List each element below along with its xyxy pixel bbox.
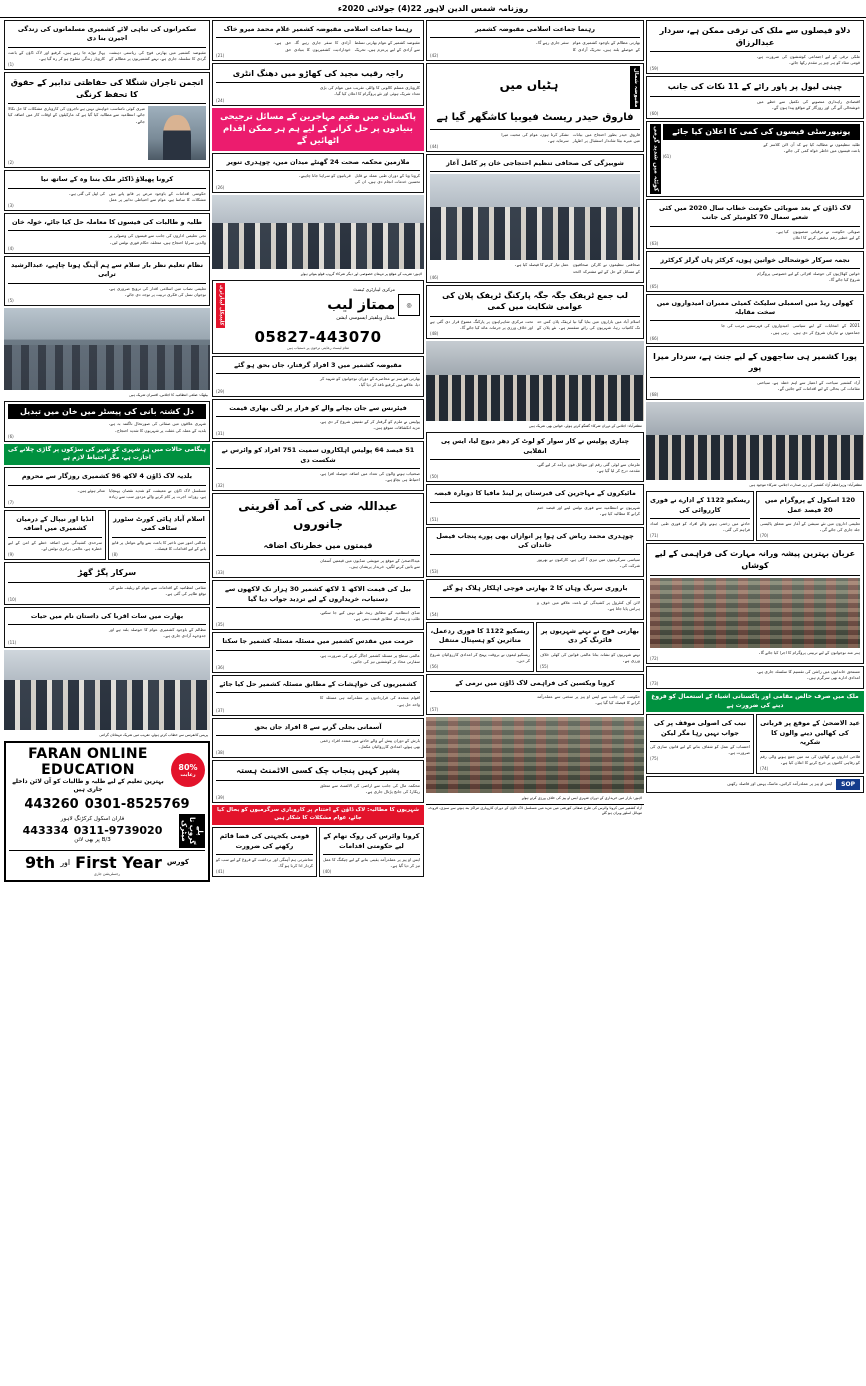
ad-note: تمام ٹیسٹ رعایتی نرخوں پر دستیاب ہیں [287, 345, 349, 350]
headline: نظام تعلیم نظر بار سلام سے ہم آہنگ ہونا چاہیے، عبدالرشید ترابی [8, 259, 206, 284]
body: اقوام متحدہ کی قراردادوں پر عملدرآمد ہی مسئلہ کا واحد حل ہے۔ [320, 695, 420, 707]
article-c2-5 [212, 399, 424, 440]
article-c4-11 [646, 666, 864, 689]
headline: کشمیریوں کی خواہشات کے مطابق مسئلہ کشمیر حل کیا جائے [216, 678, 420, 693]
article-c2-3 [212, 153, 424, 194]
photo-market [650, 578, 860, 648]
ref: (5) [8, 297, 14, 303]
article-c3-5 [426, 432, 644, 482]
ad-name: ممتاز لیب [327, 296, 395, 313]
headline: کھولی ریڈ میں اسمبلی سلیکٹ کمیٹی ممبران امیدواروں میں سخت مقابلہ [650, 297, 860, 322]
ad-urdu-line: بہترین تعلیم کے لیے طلبہ و طالبات کو آن لائن داخلے جاری ہیں [12, 777, 164, 794]
headline: چینی لیول پر پاور رائے کے 11 نکات کی جانب [650, 79, 860, 97]
headline: چنارى پولیس نے کار سوار کو لوٹ کر دھر دبوچ لیا، ایس پی انقلابی [430, 435, 640, 460]
photo-delegation [212, 195, 424, 269]
ref: (36) [216, 664, 225, 670]
ad-side-label: کلینیکل لیبارٹری [216, 283, 225, 327]
ref: (65) [650, 283, 659, 289]
headline: ملازمین محکمہ صحت 24 گھنٹے میدان میں، چوہدری تنویر [216, 156, 420, 171]
headline: دل کشتہ بانی کی پیسٹر میں خان میں تبدیل [8, 404, 206, 420]
article-c4-6 [646, 294, 864, 344]
ref: (44) [430, 143, 439, 149]
body: عالمی سطح پر مسئلہ کشمیر اجاگر کرنے کی ضرورت ہے، سفارتی محاذ پر کوششیں تیز کی جائیں۔ [320, 652, 420, 664]
headline: انڈیا اور نیپال کے درمیان کشمیری میں اضافہ [8, 513, 102, 538]
advert-faran-online-education[interactable] [4, 741, 210, 883]
body: بارش کے دوران پیش آنے والے حادثے میں متعدد افراد زخمی بھی ہوئے، امدادی کارروائیاں مکمل۔ [320, 738, 420, 750]
headline: بیل کی قیمت الاکھ 1 لاکھ کشمیر 30 ہزار تک لاکھوں سے دستیاب، خریداروں کے لیے تردید جواب دیا گیا [216, 583, 420, 608]
body: صحافتی تنظیموں نے کارکن صحافیوں کے مسائل کے حل کے لیے مشترکہ لائحہ عمل تیار کرنے کا فیصلہ کیا ہے۔ [514, 262, 640, 274]
photo-meeting [646, 402, 864, 480]
ref: (63) [650, 240, 659, 246]
headline: شوبیزگی کی صحافی تنظیم احتجاجی خان پر کامل آغاز [430, 157, 640, 172]
ref: (50) [430, 474, 439, 480]
ref: (37) [216, 707, 225, 713]
headline: ریسکیو 1122 کے ادارے نے فوری کارروائی کی [650, 494, 750, 519]
headline: آسمانی بجلی گرنے سے 8 افراد جاں بحق [216, 721, 420, 736]
ad-ninth: 9th [25, 852, 56, 872]
article-c3-10 [426, 622, 534, 672]
body: کاروباری مسلم کالونی کا والٹر، تقریب میں عوام کی بڑی تعداد شریک ہوئی اور نئے پروگرام کا اعلان کیا گیا۔ [320, 85, 420, 97]
ref: (29) [216, 388, 225, 394]
body: میری کوئی نامناسب خواہش نہیں ہے تاجروں کی کاروباری مشکلات کا حل نکالا جائے، انتظامیہ سے مطالبہ کیا گیا ہے کہ مارکیٹوں کے اوقات کار میں اضافہ کیا جائے۔ [8, 106, 145, 124]
ad-phone-3[interactable]: 0311-9739020 [73, 824, 163, 838]
photo-conference [426, 341, 644, 421]
body: منڈی انتظامیہ کے مطابق ریٹ طے نہیں کیے جا سکتے، طلب و رسد کے مطابق قیمت بنتی ہے۔ [320, 609, 420, 622]
ref: (39) [216, 795, 225, 801]
body: بھارتی فورسز نے محاصرے کے دوران نوجوانوں کو شہید کر دیا، علاقے میں کرفیو نافذ کر دیا گیا۔ [320, 376, 420, 388]
body: ملزمان سے لوٹی گئی رقم اور موبائل فون برآمد کر لیے گئے، مقدمہ درج کر لیا گیا ہے۔ [537, 461, 640, 474]
body: ریسکیو ٹیموں نے بروقت پہنچ کر امدادی کارروائیاں شروع کر دیں۔ [430, 651, 530, 663]
body: مسلسل لاک ڈاؤن نے معیشت کو شدید نقصان پہنچایا ہے، روزانہ اجرت پر کام کرنے والے مزدور سب سے زیادہ متاثر ہوئے ہیں۔ [77, 487, 206, 499]
headline: طلبہ و طالبات کی فیسوں کا معاملہ حل کیا جائے، خولہ خان [8, 216, 206, 231]
column-3 [426, 20, 644, 1384]
body: احتساب کے عمل کو شفاف بنانے کے لیے قانون سازی کی ضرورت ہے۔ [650, 744, 750, 756]
ref: (56) [430, 663, 439, 669]
headline: کرونا پھیلاؤ ڈاکٹر ملک بننا وہ کے ساتھ نیا [8, 173, 206, 188]
headline: پشپر کہیں پنجاب چک کسی الاٹمنٹ ہستہ [216, 763, 420, 781]
page-grid [0, 18, 866, 1386]
photo-caption: پریس کانفرنس سے خطاب کرتے ہوئے، تقریب میں شریک مہمانان گرامی [99, 732, 208, 737]
ref: (68) [650, 392, 659, 398]
ref: (51) [430, 516, 439, 522]
body: شہریوں نے انتظامیہ سے فوری نوٹس لینے اور قبضہ ختم کرانے کا مطالبہ کیا ہے۔ [537, 504, 640, 516]
body: نجی تعلیمی اداروں کی جانب سے فیسوں کی وصولی پر والدین سراپا احتجاج ہیں، متعلقہ حکام فوری نوٹس لیں۔ [109, 233, 206, 245]
ad-phone[interactable]: 05827-443070 [254, 327, 382, 346]
article-c4-5 [646, 251, 864, 292]
headline: نیب کی اصولی موقف پر کی جواب نہیں رہا مگر لیکن [650, 717, 750, 742]
article-c2-7-lead [212, 493, 424, 578]
article-c3-2-lead [426, 63, 644, 152]
ref: (60) [650, 111, 659, 117]
ref: (42) [430, 52, 439, 58]
body: ہنر مند نوجوانوں کے لیے تربیتی پروگرام کا اجرا کیا جائے گا۔ [758, 649, 860, 655]
photo-bazaar [426, 717, 644, 793]
discount-percent: 80% [178, 762, 198, 772]
ref: (40) [323, 869, 332, 875]
body: محکمہ مال کی جانب سے اراضی کی الاٹمنٹ سے متعلق ریکارڈ کی جانچ پڑتال جاری ہے۔ [320, 782, 420, 795]
ref: (73) [650, 680, 659, 686]
section-label: کوئٹہ میں شدید گرمی [650, 124, 661, 193]
pink-highlight-strip: پاکستان میں مقیم مہاجرین کے مسائل ترجیحی بنیادوں پر حل کرانے کے لیے ہم ہر ممکن اقدام اٹھائیں گے [212, 108, 424, 151]
article-c3-6 [426, 484, 644, 525]
photo-panel [4, 650, 210, 730]
body: سیاسی سرگرمیوں میں تیزی آ گئی ہے، کارکنوں نے بھرپور شرکت کی۔ [537, 556, 640, 568]
ref: (61) [662, 154, 671, 160]
body: خواتین کھلاڑیوں کی حوصلہ افزائی کے لیے خصوصی پروگرام شروع کیا جائے گا۔ [757, 271, 860, 283]
body: معاشرتی ہم آہنگی اور برداشت کے فروغ کے لیے سب کو کردار ادا کرنا ہو گا۔ [216, 857, 313, 869]
article-c1-3 [4, 170, 210, 211]
article-c3-11 [426, 674, 644, 715]
subheadline: قیمتوں میں خطرناک اضافہ [216, 538, 420, 556]
article-c2-9 [212, 632, 424, 673]
article-c1-1 [4, 20, 210, 70]
photo-caption: بیٹھک: ضلعی انتظامیہ کا اجلاس، افسران شریک ہیں [129, 392, 208, 397]
ref: (53) [430, 569, 439, 575]
ref: (48) [430, 331, 439, 337]
ad-phone-4[interactable]: 443334 [22, 824, 69, 838]
headline: رہنما جماعت اسلامی مقبوضہ کشمیر غلام محمد میرو خاک [216, 23, 420, 38]
article-c1-7 [4, 467, 210, 508]
article-c4-12 [756, 714, 864, 774]
ref: (7) [8, 499, 14, 505]
article-c3-8 [426, 579, 644, 620]
ref: (66) [650, 335, 659, 341]
lab-logo-icon: ◎ [398, 294, 420, 316]
headline: باروری سرنگ وہاں کا 2 بھارتی فوجی اہلکار ہلاک ہو گئے [430, 582, 640, 597]
body: صحتیاب ہونے والوں کی تعداد میں اضافہ حوصلہ افزا ہے، احتیاط ہی بچاؤ ہے۔ [320, 471, 420, 483]
article-c2-8 [212, 580, 424, 630]
body: مقبوضہ کشمیر میں بھارتی فوج کی ریاستی دہشت گردی کا سلسلہ جاری ہے، نہتے کشمیریوں پر مظالم کے پہاڑ توڑے جا رہے ہیں، کرفیو اور لاک ڈاؤن کے باعث کاروبار زندگی مفلوج ہو کر رہ گیا ہے۔ [8, 49, 206, 61]
body: کرونا وبا کے دوران طبی عملہ نے قابل تحسین خدمات انجام دی ہیں، ان کی قربانیوں کو سراہا جانا چاہیے۔ [298, 172, 420, 185]
body: سرحدی کشیدگی میں اضافہ خطے کے امن کے لیے خطرہ ہے، عالمی برادری نوٹس لے۔ [8, 539, 102, 551]
body: ایس او پیز پر عملدرآمد یقینی بنانے کے لیے چیکنگ کا عمل تیز کر دیا گیا ہے۔ [323, 857, 420, 869]
ad-phone-1[interactable]: 0301-8525769 [84, 796, 190, 812]
headline: بھارت میں سات اقربا کی داستان نام میں حیات [8, 610, 206, 625]
body: اقتصادی راہداری منصوبے کی تکمیل سے خطے میں خوشحالی آئے گی اور روزگار کے مواقع پیدا ہوں گے۔ [757, 99, 860, 111]
photo-group [430, 174, 640, 260]
ad-side-banner: پلے گروپ تا میٹرک [179, 814, 205, 848]
article-c2-13 [319, 827, 424, 877]
body: عدالتی امور میں تاخیر کا باعث بننے والے عوامل پر قابو پانے کے لیے اقدامات کا فیصلہ۔ [112, 539, 206, 551]
side-label: مقبوضہ شمال [630, 66, 640, 109]
photo-portrait [148, 106, 206, 160]
body: مستحق خاندانوں میں راشن کی تقسیم کا سلسلہ جاری ہے، امدادی ادارے بھی سرگرم ہیں۔ [757, 668, 860, 680]
article-c4-10 [646, 543, 864, 663]
ref: (10) [8, 596, 17, 602]
ref: (6) [8, 433, 14, 439]
article-c2-14 [212, 827, 317, 877]
ref: (11) [8, 639, 17, 645]
body: طلبہ تنظیموں نے مطالبہ کیا ہے کہ آن لائن کلاسز کے باعث فیسوں میں خاطر خواہ کمی کی جائے۔ [763, 141, 860, 154]
article-c1-5 [4, 256, 210, 306]
body: حکومتی اقدامات کے باوجود مرض پر قابو پانے میں مشکلات کا سامنا ہے، عوام سے احتیاطی تدابیر پر عمل کی اپیل کی گئی ہے۔ [68, 190, 206, 202]
photo-office [4, 308, 210, 390]
headline: سرکار پگڑ گھڑ [8, 565, 206, 583]
article-c1-10 [4, 562, 210, 605]
headline: لاک ڈاؤن کے بعد صوبائی حکومت خطاب سال 2020 میں کئی شعبے سمال 70 کلومیٹر کی جانب [650, 202, 860, 227]
ref: (54) [430, 611, 439, 617]
ref: (21) [216, 52, 225, 58]
sop-badge: SOP [836, 779, 860, 790]
discount-label: رعایت [180, 771, 196, 778]
body: مقامی انتظامیہ کے اقدامات سے عوام کو ریلیف ملنے کی توقع ظاہر کی گئی ہے۔ [109, 584, 206, 596]
headline: قومی یکجہتی کی فضا قائم رکھنے کی ضرورت [216, 830, 313, 855]
body: 2021 کے انتخابات کے لیے سیاسی جماعتوں نے تیاریاں شروع کر دی ہیں، امیدواروں کی فہرستیں مرتب کی جا رہی ہیں۔ [721, 323, 860, 335]
headline: عربان بہترین پیشہ ورانہ مہارت کی فراہمی کے لیے کوشاں [650, 546, 860, 575]
article-c3-3 [426, 154, 644, 283]
ref: (1) [8, 62, 14, 68]
ref: (41) [216, 869, 225, 875]
article-c3-9 [536, 622, 644, 672]
headline: عید الاضحیٰ کے موقع پر قربانی کی کھالیں دینے والوں کا شکریہ [760, 717, 860, 751]
photo-caption: لاہور: تقریب کے موقع پر مہمان خصوصی اور دیگر شرکاء گروپ فوٹو بنواتے ہوئے [300, 272, 422, 277]
ref: (9) [8, 551, 14, 557]
column-2 [212, 20, 424, 1384]
sop-notice [646, 776, 864, 793]
body: مظالم کے باوجود کشمیری عوام کا حوصلہ بلند ہے اور جدوجہد آزادی جاری ہے۔ [109, 627, 206, 639]
masthead-title: روزنامہ شمس الدین لاہور 22(4) جولائی 2020ء [337, 3, 529, 13]
body: حادثے میں زخمی ہونے والے افراد کو فوری طبی امداد فراہم کی گئی۔ [650, 521, 750, 533]
ref: (70) [760, 533, 769, 539]
ref: (31) [216, 431, 225, 437]
article-c2-10 [212, 675, 424, 716]
headline: دلاو فیصلوں سے ملک کی ترقی ممکن ہے، سردار عبدالرزاق [650, 23, 860, 52]
ref: (32) [216, 483, 225, 489]
headline: ہٹیاں میں [499, 78, 559, 93]
body: فلاحی اداروں نے کھالوں کی مد میں جمع ہونے والی رقم کو رفاہی کاموں پر خرچ کرنے کا اعلان کیا ہے۔ [760, 753, 860, 765]
ad-brand: FARAN ONLINE EDUCATION [28, 745, 148, 778]
headline: 120 اسکول کے پروگرام میں 20 فیصد عمل [760, 494, 860, 519]
body: تعلیمی اداروں میں نئے سیشن کے آغاز سے متعلق پالیسی جلد جاری کی جائے گی۔ [760, 521, 860, 533]
article-c2-11 [212, 718, 424, 759]
headline: مائیکروں کے مہاجرین کی قبرستان پر لینڈ مافیا کا دوبارہ قبضہ [430, 487, 640, 502]
article-c4-13 [646, 714, 754, 774]
body: شہری علاقوں میں صفائی کی صورتحال ناگفتہ بہ ہے، بلدیہ کے عملہ کی غفلت پر شہریوں کا شدید احتجاج۔ [109, 421, 206, 433]
article-c4-7 [646, 346, 864, 400]
body: حکومت کی جانب سے ایس او پیز پر سختی سے عملدرآمد کرانے کا فیصلہ کیا گیا ہے۔ [537, 694, 640, 706]
article-c3-4 [426, 285, 644, 339]
headline: پورا کشمیر ہی ساجھوں کے لیے جنت ہے، سردار میرا پور [650, 349, 860, 378]
article-c4-8 [756, 491, 864, 541]
ad-course-label: کورس [166, 858, 189, 867]
headline: مقبوضہ کشمیر میں 3 افراد گرفتار، جاں بحق ہو گئے [216, 359, 420, 374]
ref: (71) [650, 533, 659, 539]
article-c1-4 [4, 213, 210, 254]
headline: یونیورسٹی فیسوں کی کمی کا اعلان کیا جائے [663, 124, 860, 140]
ref: (59) [650, 66, 659, 72]
headline: فیئرنس سے جان بچانے والے کو فرار پر لگی بھاری قیمت [216, 402, 420, 417]
body: عیدالاضحیٰ کے موقع پر مویشی منڈیوں میں قیمتیں آسمان سے باتیں کرنے لگیں، خریدار پریشان ہیں۔ [320, 557, 420, 569]
article-c4-9 [646, 491, 754, 541]
article-c1-11 [4, 607, 210, 648]
ad-first-year: First Year [75, 852, 162, 872]
article-c1-2 [4, 72, 210, 168]
advert-mumtaz-lab[interactable] [212, 280, 424, 354]
ref: (4) [8, 245, 14, 251]
ref: (72) [650, 655, 659, 661]
article-c1-9 [4, 510, 106, 560]
ref: (8) [112, 551, 118, 557]
headline: ریسکیو 1122 کا فوری ردعمل، متاثرین کو ہسپتال منتقل [430, 625, 530, 650]
article-c2-1 [212, 20, 424, 61]
ref: (55) [540, 663, 549, 669]
headline: کرونا وائرس کی روک تھام کے لیے حکومتی اقدامات [323, 830, 420, 855]
ad-assoc: ممتاز ویلفیئر ایسوسی ایشن [336, 315, 395, 322]
headline: لب جمع ٹریفک جگہ جگہ پارکنگ ٹریفک پلان کی عوامی شکایت میں کمی [430, 288, 640, 317]
headline: حرمت میں مقدس کشمیر میں مسئلہ مسئلہ کشمیر جا سکتا [216, 635, 420, 650]
photo-caption: مظفرآباد: اجلاس کے دوران شرکاء گفتگو کرتے ہوئے، خواتین بھی شریک ہیں [528, 424, 642, 429]
ref: (33) [216, 570, 225, 576]
article-c1-6 [4, 401, 210, 442]
ref: (24) [216, 97, 225, 103]
article-c2-4 [212, 356, 424, 397]
photo-caption: لاہور: بازار میں خریداری کے دوران شہری ایس او پیز کی خلاف ورزی کرتے ہوئے [521, 795, 642, 800]
headline: رہنما جماعت اسلامی مقبوضہ کشمیر [430, 23, 640, 38]
ad-tagline: رجسٹریشن جاری [93, 871, 121, 876]
headline: عبداللہ ضی کی آمد آفرینی جانوروں [238, 499, 398, 531]
body: فاروق حیدر بطور احتجاج میں بیانات میں میرے بیٹا شاندار استقبال پر اظہار تشکر کرتا ہوں، عوام کی محبت میرا سرمایہ ہے۔ [501, 131, 640, 143]
headline: 51 فیصد 64 پولیس اہلکاروں سمیت 751 افراد کو وائرس نے شکست دی [216, 444, 420, 469]
green-highlight-strip: ملک میں صرف خالص مقامی اور پاکستانی اشیاء کے استعمال کو فروغ دینے کی ضرورت ہے [646, 691, 864, 712]
masthead [0, 0, 866, 18]
body: بھارتی مظالم کے باوجود کشمیری عوام کے حوصلے بلند ہیں، تحریک آزادی کا سفر جاری رہے گا۔ [535, 40, 640, 52]
sop-text: ایس او پیز پر عملدرآمد کرائیں، ماسک پہنیں اور فاصلہ رکھیں [727, 781, 833, 787]
headline: سکمرانوں کی تباہی لائے کشمیری مسلمانوں کی زندگی اجیرن بنا دی [8, 23, 206, 48]
article-c1-8 [108, 510, 210, 560]
ref: (3) [8, 203, 14, 209]
photo-caption: مظفرآباد: وزیراعظم آزاد کشمیر کی زیر صدارت اجلاس، شرکاء موجود ہیں [749, 483, 862, 488]
ref: (75) [650, 756, 659, 762]
discount-badge [171, 753, 205, 787]
body: صوبائی حکومت نے ترقیاتی منصوبوں کے لیے خطیر رقم مختص کرنے کا اعلان کیا ہے۔ [775, 228, 860, 240]
article-c4-4 [646, 199, 864, 249]
column-1 [4, 20, 210, 1384]
column-4 [646, 20, 864, 1384]
body: اسلام آباد میں بازاروں میں بنایا گیا نیا ٹریفک پلان کس حد تک کامیاب رہا، شہریوں کی رائے منقسم ہے۔ نئے پلان کے تحت مرکزی شاہراہوں پر پارکنگ ممنوع قرار دی گئی ہے اور خلاف ورزی پر جرمانہ عائد کیا جائے گا۔ [430, 318, 640, 330]
headline: نجمہ سرکار خوشحالی خواتین ہوں، کرکٹر ہاں گرلز کرکٹرز [650, 254, 860, 269]
ref: (26) [216, 185, 225, 191]
ad-sub: مرکزی لیبارٹری ٹیسٹ [353, 288, 395, 294]
article-c2-6 [212, 441, 424, 491]
ad-grade-line: B/3 پر بھی لائن [74, 837, 111, 844]
ref: (35) [216, 622, 225, 628]
article-c2-2 [212, 63, 424, 106]
body: نہتے شہریوں کو نشانہ بنانا عالمی قوانین کی کھلی خلاف ورزی ہے۔ [540, 651, 640, 663]
body: ملکی ترقی کے لیے اجتماعی کوششوں کی ضرورت ہے، قومی مفاد کو ہر چیز پر مقدم رکھا جائے۔ [757, 54, 860, 66]
headline: بھارتی فوج نے نہتے شہریوں پر فائرنگ کر دی [540, 625, 640, 650]
body: تعلیمی نصاب میں اسلامی اقدار کی ترویج ضروری ہے، نوجوان نسل کی فکری تربیت پر توجہ دی جائے۔ [109, 285, 206, 297]
article-c3-1 [426, 20, 644, 61]
ad-school-line: فاران اسکول کرکڑنگ لاہور [60, 816, 125, 823]
ad-phone-2[interactable]: 443260 [24, 796, 79, 812]
headline: اسلام آباد ہائی کورٹ سٹورز سٹاف کمی [112, 513, 206, 538]
ref: (2) [8, 160, 14, 166]
article-c2-12 [212, 760, 424, 803]
body: لائن آف کنٹرول پر کشیدگی کے باعث علاقے میں خوف و ہراس پایا جاتا ہے۔ [537, 599, 640, 611]
subheadline: فاروق حیدر ریسٹ فیوبیا کاشگھر گیا ہے [430, 109, 640, 130]
article-c4-2 [646, 76, 864, 119]
body: مقبوضہ کشمیر کے عوام بھارتی تسلط سے آزادی کے لیے پرعزم ہیں، تحریک آزادی کا سفر جاری رہے گا، حق خودارادیت کشمیریوں کا بنیادی حق ہے۔ [274, 40, 420, 52]
article-c4-1 [646, 20, 864, 74]
body: آزاد کشمیر سیاحت کے اعتبار سے اہم خطہ ہے، سیاحتی مقامات کی بحالی کے لیے اقدامات کیے جائیں گے۔ [757, 379, 860, 392]
article-c3-7 [426, 527, 644, 577]
red-highlight-strip: شہریوں کا مطالبہ: لاک ڈاؤن کے اختتام پر کاروباری سرگرمیوں کو بحال کیا جائے، عوام مشکلات کا شکار ہیں [212, 805, 424, 825]
ref: (57) [430, 706, 439, 712]
body: پولیس نے ملزم کو گرفتار کر کے تفتیش شروع کر دی ہے، مزید انکشافات متوقع ہیں۔ [320, 419, 420, 431]
headline: کرونا ویکسین کی فراہمی لاک ڈاؤن میں نرمی کے [430, 677, 640, 692]
ref: (74) [760, 765, 769, 771]
ad-and: اور [60, 857, 71, 867]
green-highlight-strip: ہنگامی حالات میں ہر شہری کو شہر کی سڑکوں پر گاڑی چلانے کی اجازت ہے، مگر احتیاط لازم ہے [4, 444, 210, 465]
ref: (38) [216, 750, 225, 756]
headline: راجہ رقیب مجید کی کھاڑو میں دھنگ انٹری [216, 66, 420, 84]
article-c4-3 [646, 121, 864, 196]
headline: چوہدری محمد ریاض کی ہوا پر انوازاں بھی پورے پنجاب فیصل خاندان کی [430, 530, 640, 555]
bottom-caption: آزاد کشمیر میں کرونا وائرس کی طرح صفائی کورشی میں مزید میں مسلسل لاک ڈاؤن کے دوران کاروباری مراکز بند ہونے سے سبزی، فروٹ، موبائل اسٹور ویران ہو گئے [426, 804, 644, 817]
ref: (46) [430, 274, 439, 280]
headline: انجمن تاجران شنگلا کی حفاظتی تدابیر کے حقوق کا تحفظ کرنگی [8, 75, 206, 104]
headline: بلدیہ لاک ڈاؤن 4 لاکھ 96 کشمیری روزگار سے محروم [8, 470, 206, 485]
